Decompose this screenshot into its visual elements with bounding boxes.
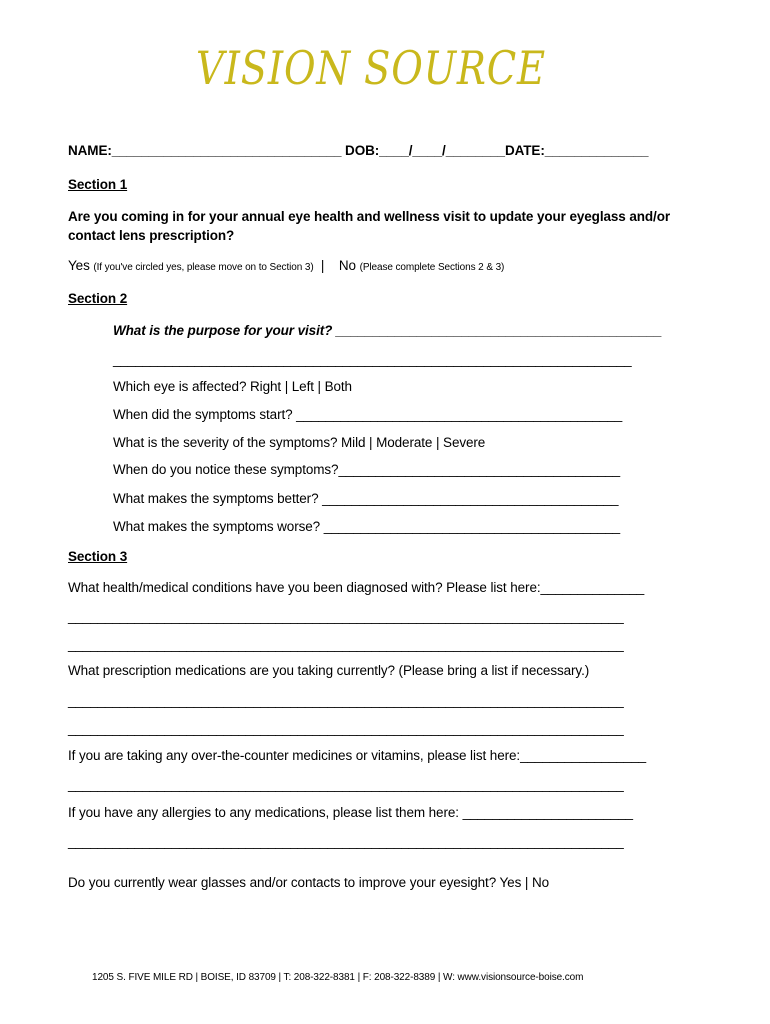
section-1-question: Are you coming in for your annual eye health and wellness visit to update your eyeglass and/or <box>68 209 670 224</box>
no-note: (Please complete Sections 2 & 3) <box>359 262 505 273</box>
medications-line-2[interactable]: ___________________________________________________________________________ <box>68 721 624 736</box>
section-1-title: Section 1 <box>68 177 128 192</box>
conditions-line-2[interactable]: ___________________________________________________________________________ <box>68 637 624 652</box>
logo-graphic <box>192 22 556 102</box>
svg-text:VISION SOURCE: VISION SOURCE <box>196 41 546 95</box>
section-2-title: Section 2 <box>68 291 128 306</box>
patient-info-line[interactable]: NAME:_______________________________ DOB:____/____/________DATE:______________ <box>68 143 649 158</box>
glasses-question[interactable]: Do you currently wear glasses and/or contacts to improve your eyesight? Yes | No <box>68 875 550 890</box>
allergies-line-1[interactable]: ___________________________________________________________________________ <box>68 834 624 849</box>
affected-eye-question[interactable]: Which eye is affected? Right | Left | Both <box>113 379 352 394</box>
symptoms-better-field[interactable]: What makes the symptoms better? ________________________________________ <box>113 491 619 506</box>
no-option[interactable]: No <box>338 258 356 273</box>
allergies-field[interactable]: If you have any allergies to any medications, please list them here: _______________________ <box>68 805 633 820</box>
yes-option[interactable]: Yes <box>68 258 90 273</box>
conditions-field[interactable]: What health/medical conditions have you been diagnosed with? Please list here:______________ <box>68 580 645 595</box>
vision-source-logo <box>192 22 556 102</box>
medications-question: What prescription medications are you taking currently? (Please bring a list if necessary.) <box>68 663 590 678</box>
otc-line-1[interactable]: ___________________________________________________________________________ <box>68 777 624 792</box>
section-3-title: Section 3 <box>68 549 128 564</box>
symptoms-worse-field[interactable]: What makes the symptoms worse? ________________________________________ <box>113 519 621 534</box>
section-1-question-cont: contact lens prescription? <box>68 228 235 243</box>
section-1-answer-row <box>68 258 504 273</box>
severity-question[interactable]: What is the severity of the symptoms? Mild | Moderate | Severe <box>113 435 486 450</box>
conditions-line-1[interactable]: ___________________________________________________________________________ <box>68 609 624 624</box>
medications-line-1[interactable]: ___________________________________________________________________________ <box>68 693 624 708</box>
footer-contact: 1205 S. FIVE MILE RD | BOISE, ID 83709 | T: 208-322-8381 | F: 208-322-8389 | W: www.visionsource-boise.com <box>92 972 584 983</box>
symptoms-start-field[interactable]: When did the symptoms start? ____________________________________________ <box>113 407 623 422</box>
answer-separator: | <box>320 258 325 273</box>
otc-field[interactable]: If you are taking any over-the-counter medicines or vitamins, please list here:_________________ <box>68 748 647 763</box>
purpose-field[interactable]: What is the purpose for your visit? ____________________________________________ <box>113 323 662 338</box>
purpose-field-cont[interactable]: ______________________________________________________________________ <box>113 352 632 367</box>
yes-note: (If you've circled yes, please move on to Section 3) <box>93 262 314 273</box>
notice-symptoms-field[interactable]: When do you notice these symptoms?______________________________________ <box>113 462 620 477</box>
